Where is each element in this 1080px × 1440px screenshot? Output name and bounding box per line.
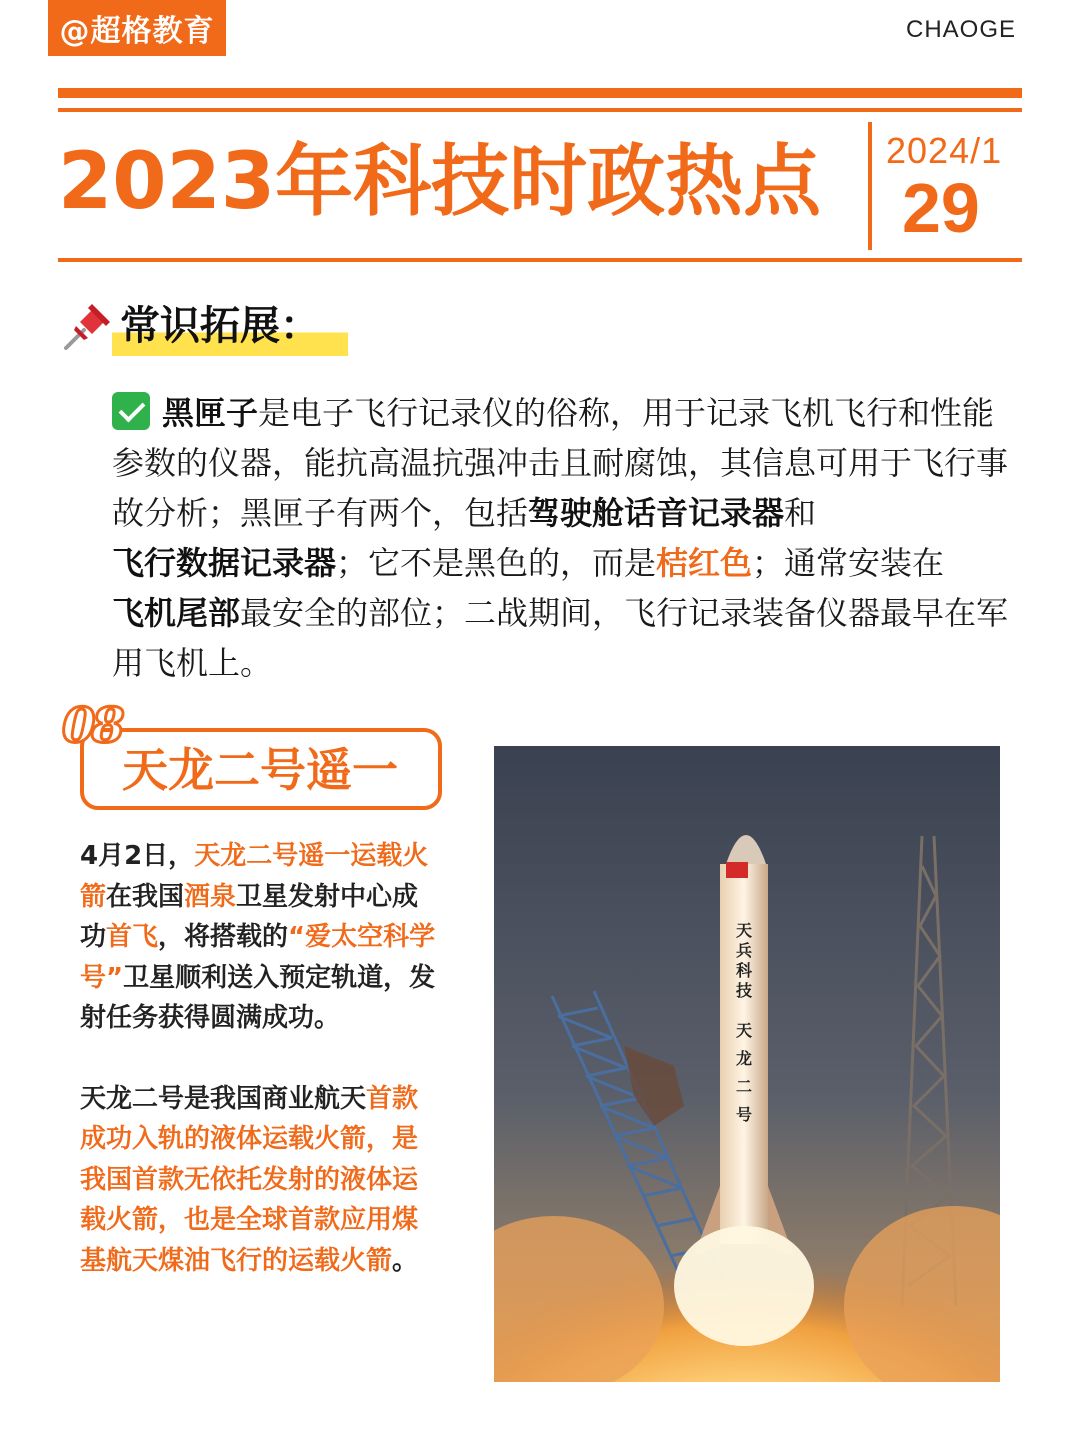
news-title: 天龙二号遥一 bbox=[122, 743, 398, 797]
top-rule-thin bbox=[58, 108, 1022, 112]
header-bottom-rule bbox=[58, 258, 1022, 262]
text-run: 卫星发射中心成功 bbox=[80, 881, 419, 952]
knowledge-paragraph bbox=[112, 388, 1012, 688]
rocket-illustration bbox=[494, 746, 1000, 1382]
news-number: 08 bbox=[62, 698, 121, 754]
rocket-label-top: 天兵科技 bbox=[735, 921, 753, 1000]
title-divider bbox=[868, 122, 872, 250]
term-black-box: 黑匣子 bbox=[162, 394, 259, 432]
para-text-3: ；它不是黑色的，而是 bbox=[336, 544, 657, 582]
term-flight-data-recorder: 飞行数据记录器 bbox=[112, 544, 337, 582]
brand-english-name: CHAOGE bbox=[905, 16, 1016, 43]
para-text-5: 最安全的部位；二战期间，飞行记录装备仪器最早在军用飞机上。 bbox=[112, 594, 1009, 682]
term-orange-red: 桔红色 bbox=[656, 544, 753, 582]
term-cockpit-recorder: 驾驶舱话音记录器 bbox=[528, 494, 785, 532]
text-run: 首款成功入轨的液体运载火箭，是我国首款无依托发射的液体运载火箭，也是全球首款应用煤基航天煤油飞行的运载火箭 bbox=[80, 1083, 419, 1276]
para-text-1: 是电子飞行记录仪的俗称，用于记录飞机飞行和性能参数的仪器，能抗高温抗强冲击且耐腐蚀，其信息可用于飞行事故分析；黑匣子有两个，包括 bbox=[112, 394, 1009, 532]
date-year-month: 2024/1 bbox=[886, 130, 1003, 171]
check-mark-icon bbox=[112, 392, 150, 430]
news-body bbox=[80, 836, 440, 1281]
date-day: 29 bbox=[902, 169, 980, 247]
text-run: 卫星顺利送入预定轨道，发射任务获得圆满成功。 bbox=[80, 962, 436, 1033]
text-run: 酒泉 bbox=[184, 881, 237, 912]
text-run: 。 bbox=[392, 1245, 419, 1276]
news-paragraph-2 bbox=[80, 1079, 440, 1282]
news-paragraph-1 bbox=[80, 836, 440, 1039]
page-title: 2023年科技时政热点 bbox=[58, 137, 822, 227]
para-text-4: ；通常安装在 bbox=[752, 544, 945, 582]
text-run: 在我国 bbox=[106, 881, 185, 912]
para-text-2: 和 bbox=[784, 494, 817, 532]
rocket-label-bottom: 天龙二号 bbox=[735, 1021, 753, 1124]
text-run: 4月2日， bbox=[80, 841, 195, 871]
text-run: 天龙二号是我国商业航天 bbox=[80, 1083, 367, 1114]
term-tail: 飞机尾部 bbox=[112, 594, 241, 632]
text-run: ，将搭载的 bbox=[158, 922, 289, 952]
text-run: “爱太空科学号” bbox=[80, 922, 436, 993]
text-run: 首飞 bbox=[106, 922, 159, 952]
top-rule-thick bbox=[58, 88, 1022, 98]
pushpin-icon bbox=[62, 300, 114, 352]
text-run: 天龙二号遥一运载火箭 bbox=[80, 841, 429, 912]
section-heading: 常识拓展： bbox=[112, 300, 348, 356]
brand-tag: @超格教育 bbox=[48, 0, 226, 56]
rocket-launch-photo bbox=[494, 746, 1000, 1382]
